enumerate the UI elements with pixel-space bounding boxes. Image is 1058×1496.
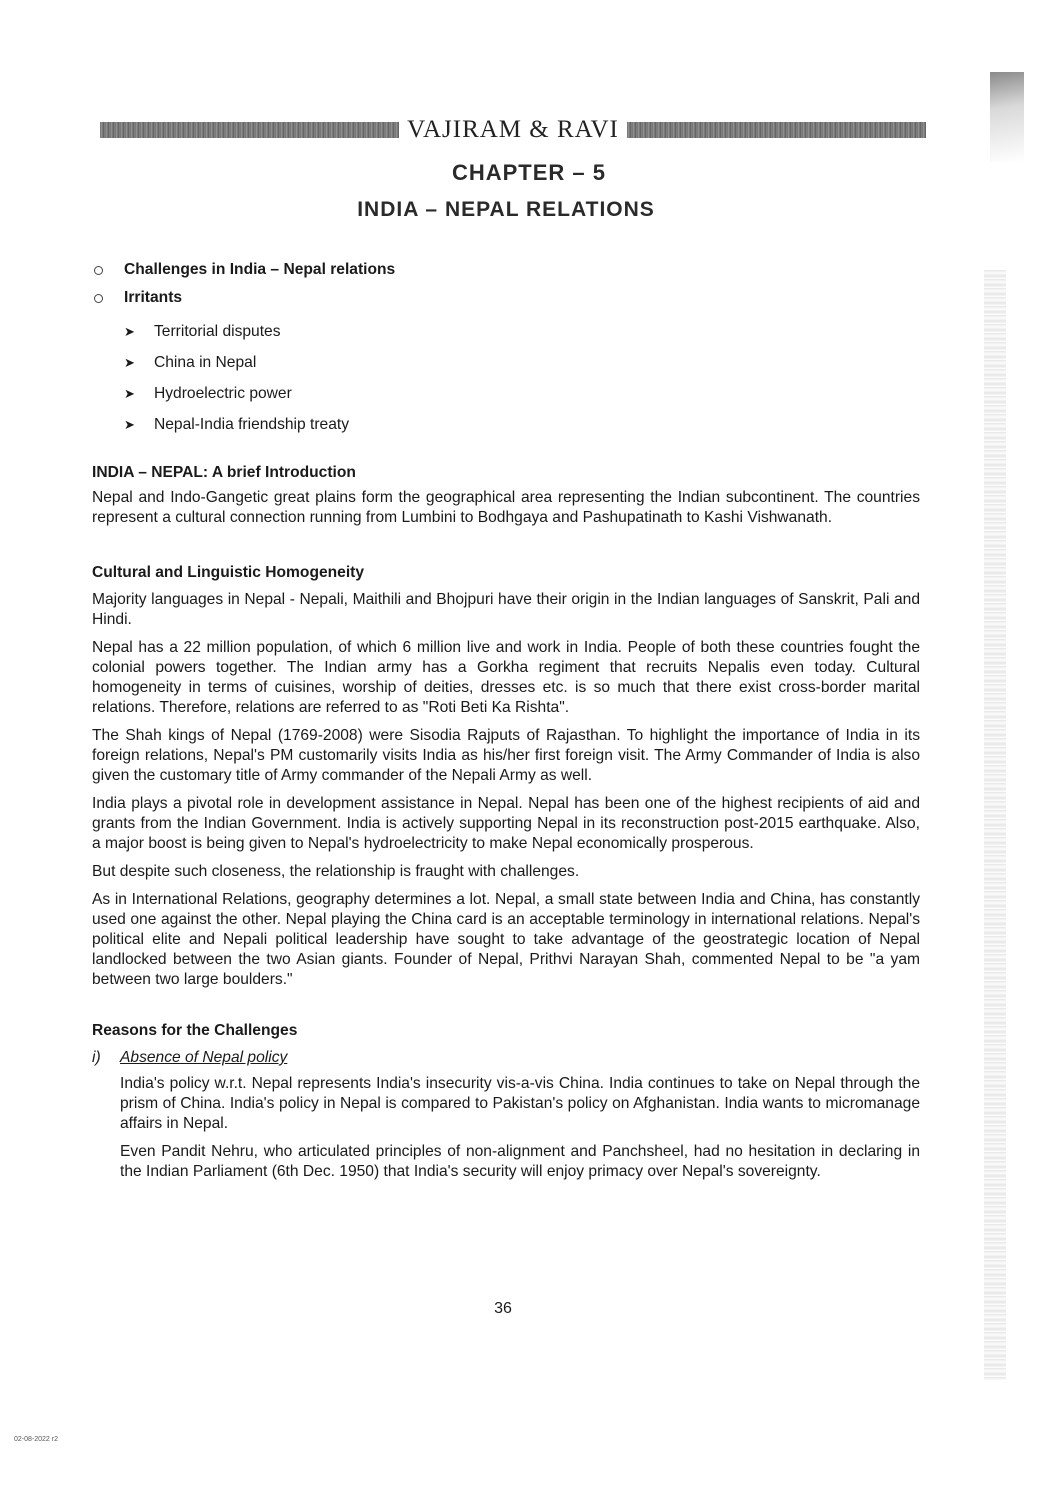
bullet-text: Irritants [124,289,183,306]
irritants-list [92,320,920,444]
chapter-title: INDIA – NEPAL RELATIONS [357,198,655,221]
cultural-paragraph: Majority languages in Nepal - Nepali, Maithili and Bhojpuri have their origin in the Indian languages of Sanskrit, Pali and Hindi. [92,591,920,628]
irritant-text: Hydroelectric power [154,385,292,402]
arrow-bullet-icon: ➤ [124,355,135,370]
list-item [92,413,920,444]
cultural-paragraph: India plays a pivotal role in development assistance in Nepal. Nepal has been one of the highest recipients of aid and grants from the Indian Government. India is actively supporting Nepal in its reconstruction post-2015 earthquake. Also, a major boost is being given to Nepal's hydroelectricity to make Nepal economically prosperous. [92,795,920,852]
cultural-paragraph: Nepal has a 22 million population, of which 6 million live and work in India. People of both these countries fought the colonial powers together. The Indian army has a Gorkha regiment that recruits Nepalis even today. Cultural homogeneity in terms of cuisines, worship of deities, dresses etc. is so much that there exist cross-border marital relations. Therefore, relations are referred to as "Roti Beti Ka Rishta". [92,639,920,716]
reason-item-title: Absence of Nepal policy [120,1049,288,1066]
chapter-label: CHAPTER – 5 [451,160,607,185]
bullet-list [92,258,920,314]
list-item [92,320,920,351]
list-item [92,258,920,286]
reason-item-header [92,1048,920,1068]
intro-paragraph: Nepal and Indo-Gangetic great plains form the geographical area representing the Indian subcontinent. The countries represent a cultural connection running from Lumbini to Bodhgaya and Pashupatinath to Kashi Vishwanath. [92,489,920,526]
arrow-bullet-icon: ➤ [124,386,135,401]
reasons-heading: Reasons for the Challenges [92,1022,298,1039]
reason-item-number: i) [92,1049,101,1066]
scan-stamp: 02-08-2022 r2 [14,1436,58,1443]
list-item [92,382,920,413]
header-bar-right [627,122,926,138]
main-content [92,258,920,1190]
bullet-icon [94,266,103,275]
irritant-text: Nepal-India friendship treaty [154,416,350,433]
irritant-text: China in Nepal [154,354,257,371]
cultural-paragraph: As in International Relations, geography determines a lot. Nepal, a small state between India and China, has constantly used one against the other. Nepal playing the China card is an acceptable terminology in international relations. Nepal's political elite and Nepali political leadership have sought to take advantage of the geostrategic location of Nepal landlocked between the two Asian giants. Founder of Nepal, Prithvi Narayan Shah, commented Nepal to be "a yam between two large boulders." [92,891,920,988]
brand-title: VAJIRAM & RAVI [407,116,619,143]
page-number: 36 [494,1300,512,1317]
reason-item-body [92,1074,920,1182]
arrow-bullet-icon: ➤ [124,417,135,432]
bullet-icon [94,294,103,303]
cultural-paragraph: But despite such closeness, the relationship is fraught with challenges. [92,863,580,880]
list-item [92,351,920,382]
scan-shadow [990,72,1024,162]
arrow-bullet-icon: ➤ [124,324,135,339]
irritant-text: Territorial disputes [154,323,281,340]
list-item [92,286,920,314]
intro-heading: INDIA – NEPAL: A brief Introduction [92,464,356,481]
reason-paragraph: Even Pandit Nehru, who articulated principles of non-alignment and Panchsheel, had no hesitation in declaring in the Indian Parliament (6th Dec. 1950) that India's security will enjoy primacy over Nepal's sovereignty. [120,1143,920,1180]
brand-header [100,116,926,144]
header-bar-left [100,122,399,138]
reason-paragraph: India's policy w.r.t. Nepal represents India's insecurity vis-a-vis China. India continues to take on Nepal through the prism of China. India's policy in Nepal is compared to Pakistan's policy on Afghanistan. India wants to micromanage affairs in Nepal. [120,1075,920,1132]
scan-edge-noise [984,270,1006,1380]
cultural-heading: Cultural and Linguistic Homogeneity [92,564,365,581]
cultural-paragraph: The Shah kings of Nepal (1769-2008) were Sisodia Rajputs of Rajasthan. To highlight the importance of India in its foreign relations, Nepal's PM customarily visits India as his/her first foreign visit. The Army Commander of India is also given the customary title of Army commander of the Nepali Army as well. [92,727,920,784]
bullet-text: Challenges in India – Nepal relations [124,261,396,278]
